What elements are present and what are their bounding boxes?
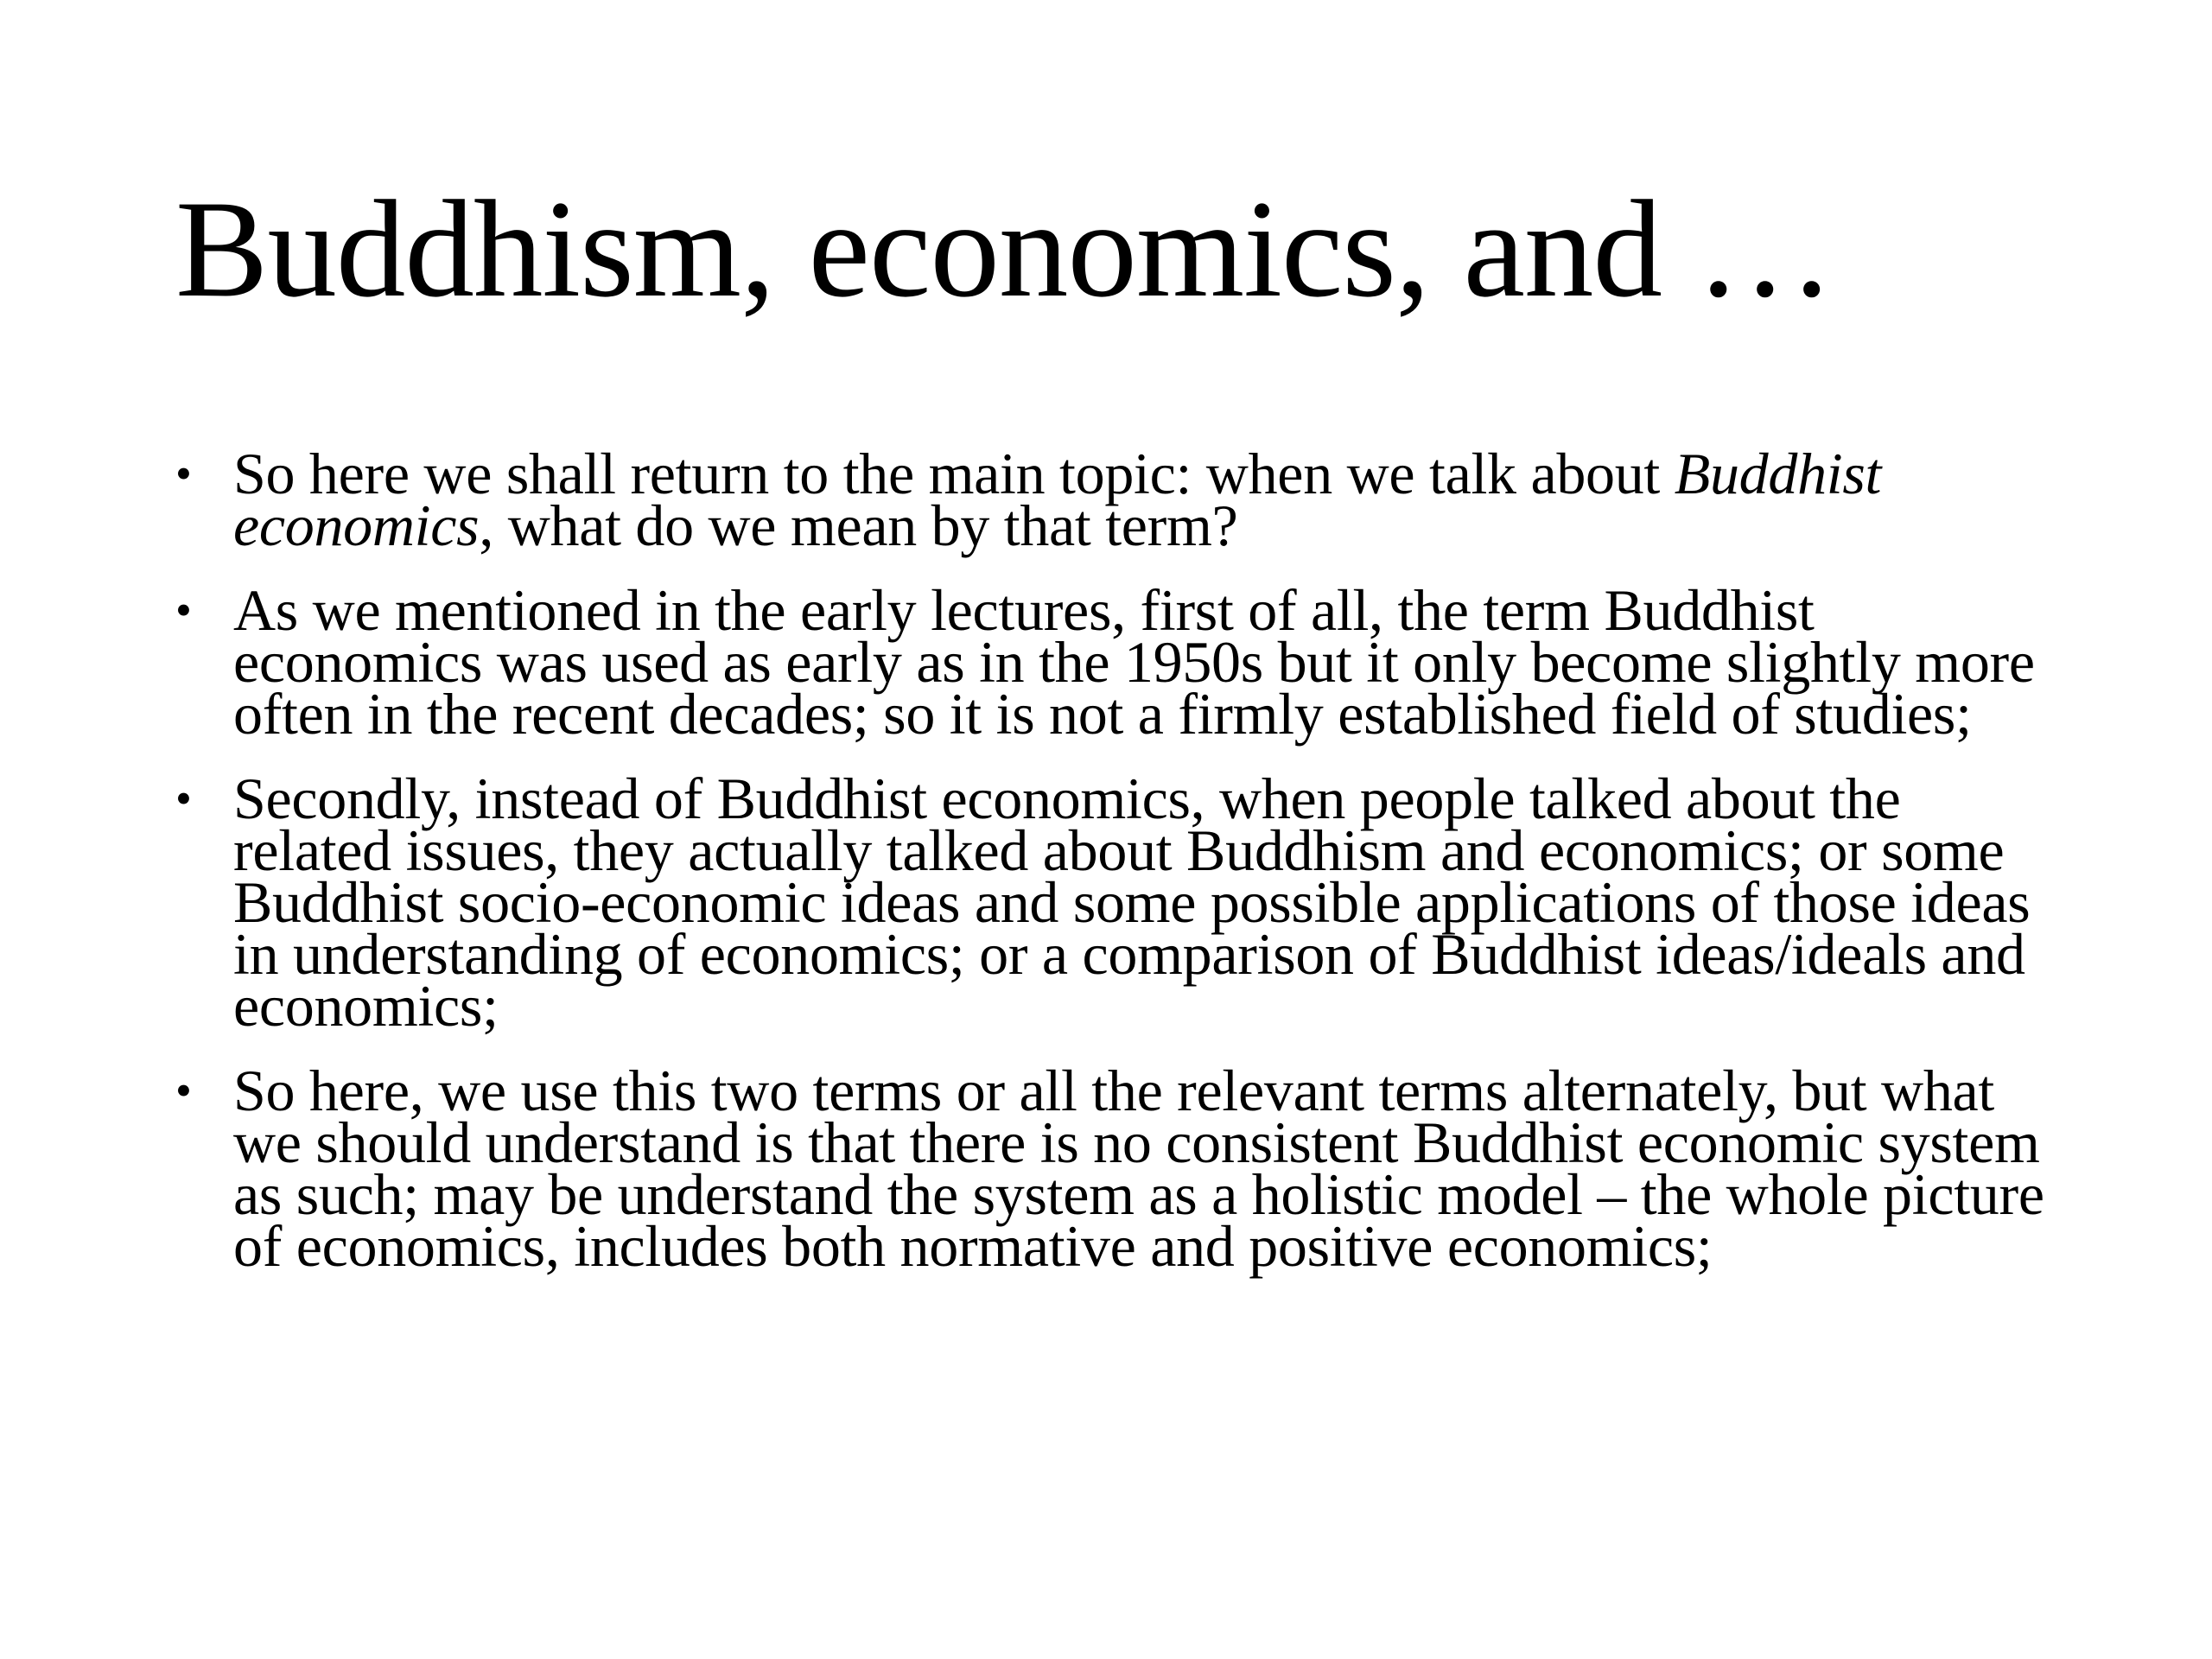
- bullet-text: So here, we use this two terms or all the relevant terms alternately, but what we should understand is that there is no consistent Buddhist economic system as such; may be understand the system as a holistic model – the whole picture of economics, includes both normative and positive economics;: [233, 1058, 2044, 1279]
- bullet-dot: •: [175, 584, 192, 636]
- bullet-text-italic: Buddhist economics: [233, 441, 1882, 558]
- bullet-dot: •: [175, 1065, 192, 1116]
- bullet-item-4: [175, 1058, 2059, 1279]
- bullet-text: As we mentioned in the early lectures, first of all, the term Buddhist economics was used as early as in the 1950s but it only become slightly more often in the recent decades; so it is not a firmly established field of studies;: [233, 577, 2035, 747]
- bullet-item-2: [175, 577, 2059, 747]
- bullet-item-1: [175, 441, 2059, 558]
- bullet-text: [233, 441, 1881, 558]
- bullet-dot: •: [175, 448, 192, 499]
- slide-title: Buddhism, economics, and …: [175, 172, 1834, 326]
- bullet-dot: •: [175, 772, 192, 824]
- bullet-list: [175, 441, 2059, 1305]
- bullet-text-part: So here we shall return to the main topic: when we talk about: [233, 441, 1675, 506]
- bullet-text-part: , what do we mean by that term?: [479, 493, 1238, 558]
- bullet-text: Secondly, instead of Buddhist economics, when people talked about the related issues, they actually talked about Buddhism and economics; or some Buddhist socio-economic ideas and some possible applications of those ideas in understanding of economics; or a comparison of Buddhist ideas/ideals and economics;: [233, 766, 2031, 1039]
- bullet-item-3: [175, 766, 2059, 1039]
